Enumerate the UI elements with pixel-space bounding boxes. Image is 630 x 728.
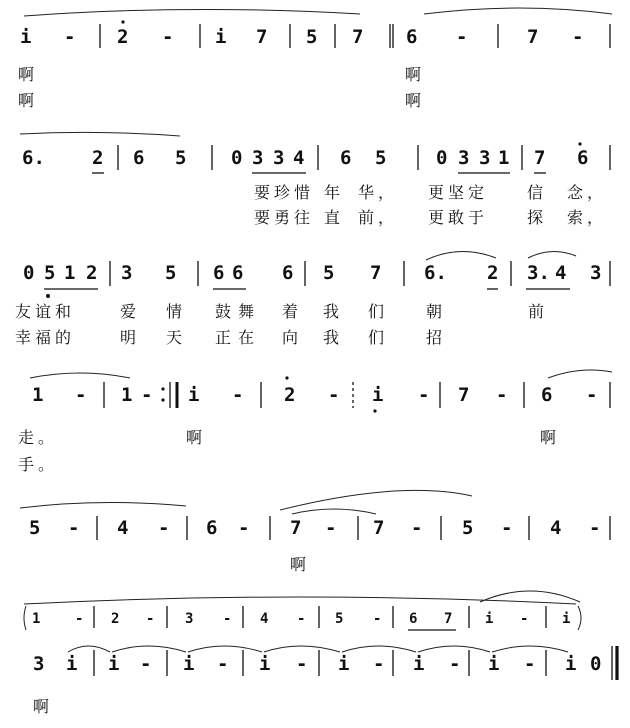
- note: 6: [340, 147, 352, 169]
- note: -: [68, 517, 80, 539]
- note: 1: [121, 384, 133, 406]
- lyric: 明: [120, 328, 137, 347]
- system-2-marks: [20, 132, 610, 173]
- note: 4: [260, 611, 269, 627]
- note: -: [501, 517, 513, 539]
- note: i: [413, 653, 425, 675]
- lyric: 舞: [238, 302, 255, 321]
- note: i: [338, 653, 350, 675]
- note: i: [565, 653, 577, 675]
- note: 3: [458, 147, 470, 169]
- note: 5: [462, 517, 474, 539]
- note: -: [449, 653, 461, 675]
- note: 1: [32, 384, 44, 406]
- note: i: [188, 384, 200, 406]
- note: -: [223, 611, 232, 627]
- note: 6.: [22, 147, 45, 169]
- note: i: [372, 384, 384, 406]
- note: 6.: [424, 262, 447, 284]
- note: 3: [185, 611, 194, 627]
- note: i: [259, 653, 271, 675]
- note: 5: [306, 26, 318, 48]
- note: 2: [92, 147, 104, 169]
- note: -: [238, 517, 250, 539]
- lyric: 前: [528, 302, 545, 321]
- note: 2: [487, 262, 499, 284]
- note: 6: [282, 262, 294, 284]
- lyric: 友谊和: [15, 302, 76, 321]
- note: 3: [33, 653, 45, 675]
- note: 3.: [527, 262, 550, 284]
- note: -: [520, 611, 529, 627]
- lyric: 啊: [405, 91, 422, 110]
- note: 7: [352, 26, 364, 48]
- note: i: [562, 611, 571, 627]
- note: 3: [590, 262, 602, 284]
- note: -: [586, 384, 598, 406]
- lyric: 信: [527, 183, 544, 202]
- note: -: [325, 517, 337, 539]
- note: 7: [256, 26, 268, 48]
- lyric: 幸福的: [15, 328, 76, 347]
- note: 7: [527, 26, 539, 48]
- note: 5: [44, 262, 56, 284]
- note: -: [141, 384, 153, 406]
- note: 5: [323, 262, 335, 284]
- lyric: 念，: [567, 183, 608, 202]
- note: i: [66, 653, 78, 675]
- lyric: 着: [282, 302, 299, 321]
- lyric: 更坚定: [428, 183, 489, 202]
- note: 2: [284, 384, 296, 406]
- note: -: [373, 653, 385, 675]
- note: 4: [117, 517, 129, 539]
- note: 3: [273, 147, 285, 169]
- lyric: 前，: [358, 208, 399, 227]
- note: 6: [577, 147, 589, 169]
- note: 6: [133, 147, 145, 169]
- note: 5: [175, 147, 187, 169]
- lyric: 探: [527, 208, 544, 227]
- lyric: 走。: [18, 428, 59, 447]
- note: -: [158, 517, 170, 539]
- lyric: 啊: [405, 65, 422, 84]
- note: 3: [121, 262, 133, 284]
- note: -: [146, 611, 155, 627]
- note: 5: [29, 517, 41, 539]
- lyric: 我: [323, 328, 340, 347]
- lyric: 啊: [18, 65, 35, 84]
- note: 6: [206, 517, 218, 539]
- note: 5: [165, 262, 177, 284]
- note: i: [183, 653, 195, 675]
- note: 0: [231, 147, 243, 169]
- note: 5: [335, 611, 344, 627]
- system-4-marks: [30, 370, 612, 413]
- note: -: [296, 653, 308, 675]
- note: i: [215, 26, 227, 48]
- note: -: [496, 384, 508, 406]
- lyric: 啊: [18, 91, 35, 110]
- system-1-marks: [24, 8, 612, 48]
- note: 1: [498, 147, 510, 169]
- lyric: 我: [323, 302, 340, 321]
- note: 4: [555, 262, 567, 284]
- lyric: 要勇往: [254, 208, 315, 227]
- note: -: [456, 26, 468, 48]
- note: 7: [444, 611, 453, 627]
- note: 3: [479, 147, 491, 169]
- note: 6: [409, 611, 418, 627]
- note: -: [589, 517, 601, 539]
- lyric: 手。: [18, 455, 59, 474]
- lyric: 索，: [567, 208, 608, 227]
- note: -: [75, 384, 87, 406]
- lyric: 天: [166, 328, 183, 347]
- note: -: [373, 611, 382, 627]
- lyric: 啊: [540, 428, 557, 447]
- note: -: [524, 653, 536, 675]
- lyric: 啊: [186, 428, 203, 447]
- lyric: 们: [368, 328, 385, 347]
- lyric: 年: [324, 183, 341, 202]
- note: -: [418, 384, 430, 406]
- note: -: [64, 26, 76, 48]
- note: 6: [541, 384, 553, 406]
- note: 7: [370, 262, 382, 284]
- lyric: 在: [238, 328, 255, 347]
- note: -: [217, 653, 229, 675]
- system-5-marks: [20, 490, 610, 540]
- note: i: [20, 26, 32, 48]
- note: 0: [23, 262, 35, 284]
- lyric: 朝: [426, 302, 443, 321]
- note: 4: [293, 147, 305, 169]
- note: -: [140, 653, 152, 675]
- note: i: [108, 653, 120, 675]
- note: 2: [86, 262, 98, 284]
- note: 3: [252, 147, 264, 169]
- note: 6: [406, 26, 418, 48]
- note: -: [297, 611, 306, 627]
- lyric: 爱: [120, 302, 137, 321]
- note: 2: [111, 611, 120, 627]
- note: i: [485, 611, 494, 627]
- lyric: 们: [368, 302, 385, 321]
- note: -: [411, 517, 423, 539]
- lyric: 鼓: [215, 302, 232, 321]
- note: 6: [232, 262, 244, 284]
- note: 7: [458, 384, 470, 406]
- note: 7: [290, 517, 302, 539]
- lyric: 情: [166, 302, 183, 321]
- note: 1: [64, 262, 76, 284]
- note: -: [232, 384, 244, 406]
- note: 4: [550, 517, 562, 539]
- note: 0: [590, 653, 602, 675]
- lyric: 更敢于: [428, 208, 489, 227]
- note: i: [488, 653, 500, 675]
- lyric: 啊: [33, 697, 50, 716]
- lyric: 要珍惜: [254, 183, 315, 202]
- lyric: 向: [282, 328, 299, 347]
- note: -: [572, 26, 584, 48]
- lyric: 招: [426, 328, 443, 347]
- note: -: [75, 611, 84, 627]
- note: -: [328, 384, 340, 406]
- note: 7: [534, 147, 546, 169]
- lyric: 啊: [290, 555, 307, 574]
- lyric: 华，: [358, 183, 399, 202]
- lyric: 正: [215, 328, 232, 347]
- note: 6: [213, 262, 225, 284]
- note: 5: [375, 147, 387, 169]
- note: 2: [117, 26, 129, 48]
- lyric: 直: [324, 208, 341, 227]
- note: 1: [32, 611, 41, 627]
- note: 7: [373, 517, 385, 539]
- note: 0: [436, 147, 448, 169]
- note: -: [162, 26, 174, 48]
